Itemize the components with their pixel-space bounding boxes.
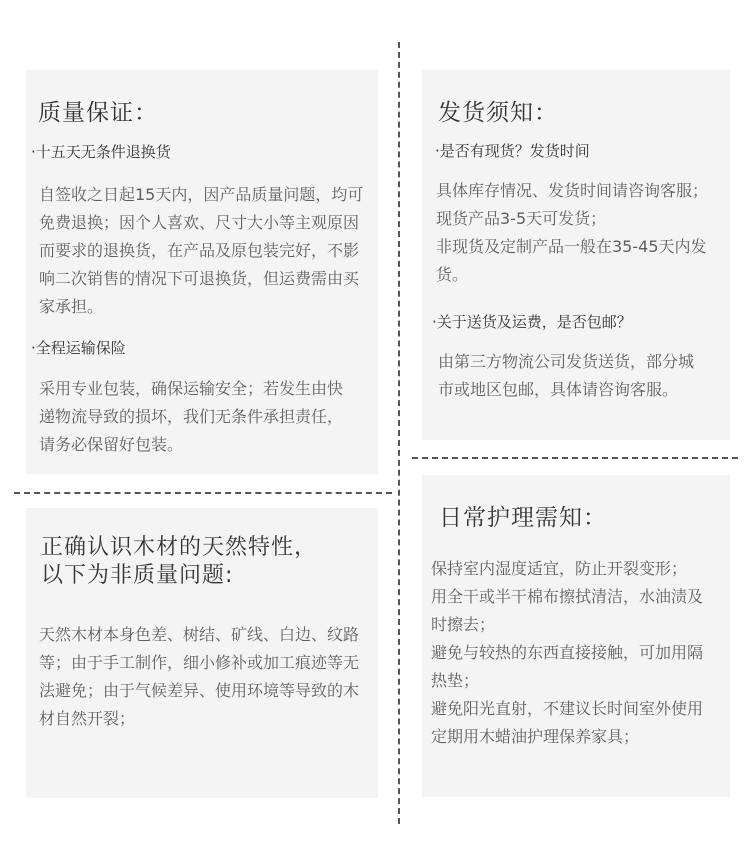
wood-title-line: 以下为非质量问题: [41, 563, 234, 588]
shipping-insurance-text [39, 375, 375, 459]
shipping-notice-panel [422, 70, 730, 440]
shipping-insurance-heading: ·全程运输保险 [31, 339, 126, 357]
wood-title [41, 534, 317, 590]
wood-title-line: 正确认识木材的天然特性， [41, 535, 318, 560]
text-line: 法避免；由于气候差异、使用环境等导致的木 [39, 681, 360, 700]
text-line: 请务必保留好包装。 [39, 435, 184, 454]
stock-heading: ·是否有现货？发货时间 [435, 142, 590, 160]
text-line: 保持室内湿度适宜，防止开裂变形； [431, 559, 688, 578]
shipping-title: 发货须知： [438, 100, 558, 126]
vertical-divider [398, 42, 400, 824]
wood-text [39, 621, 375, 733]
return-policy-text [39, 181, 375, 321]
text-line: 非现货及定制产品一般在35-45天内发 [436, 237, 707, 256]
care-title: 日常护理需知： [439, 505, 607, 531]
text-line: 现货产品3-5天可发货； [436, 209, 607, 228]
horizontal-divider-right [412, 457, 738, 459]
text-line: 家承担。 [39, 297, 104, 316]
text-line: 用全干或半干棉布擦拭清洁，水油渍及 [431, 587, 704, 606]
text-line: 定期用木蜡油护理保养家具； [431, 727, 640, 746]
text-line: 而要求的退换货，在产品及原包装完好，不影 [39, 241, 360, 260]
text-line: 由第三方物流公司发货送货，部分城 [438, 352, 695, 371]
text-line: 响二次销售的情况下可退换货，但运费需由买 [39, 269, 360, 288]
text-line: 采用专业包装，确保运输安全；若发生由快 [39, 379, 344, 398]
text-line: 避免阳光直射，不建议长时间室外使用 [431, 699, 704, 718]
text-line: 材自然开裂； [39, 709, 136, 728]
text-line: 避免与较热的东西直接接触，可加用隔 [431, 643, 704, 662]
horizontal-divider-left [14, 492, 392, 494]
daily-care-panel [422, 475, 730, 797]
wood-characteristics-panel [26, 508, 378, 798]
text-line: 具体库存情况、发货时间请咨询客服； [436, 181, 709, 200]
text-line: 热垫； [431, 671, 480, 690]
quality-guarantee-panel [26, 70, 378, 474]
text-line: 等；由于手工制作，细小修补或加工痕迹等无 [39, 653, 360, 672]
stock-text [436, 177, 728, 289]
return-policy-heading: ·十五天无条件退换货 [31, 143, 171, 161]
text-line: 时擦去； [431, 615, 496, 634]
care-text [431, 555, 727, 751]
text-line: 免费退换；因个人喜欢、尺寸大小等主观原因 [39, 213, 360, 232]
delivery-fee-text [438, 348, 726, 404]
text-line: 货。 [436, 265, 469, 284]
text-line: 自签收之日起15天内，因产品质量问题，均可 [39, 185, 364, 204]
quality-title: 质量保证： [38, 100, 158, 126]
delivery-fee-heading: ·关于送货及运费，是否包邮？ [432, 313, 632, 331]
text-line: 天然木材本身色差、树结、矿线、白边、纹路 [39, 625, 360, 644]
text-line: 递物流导致的损坏，我们无条件承担责任， [39, 407, 344, 426]
text-line: 市或地区包邮，具体请咨询客服。 [438, 380, 679, 399]
